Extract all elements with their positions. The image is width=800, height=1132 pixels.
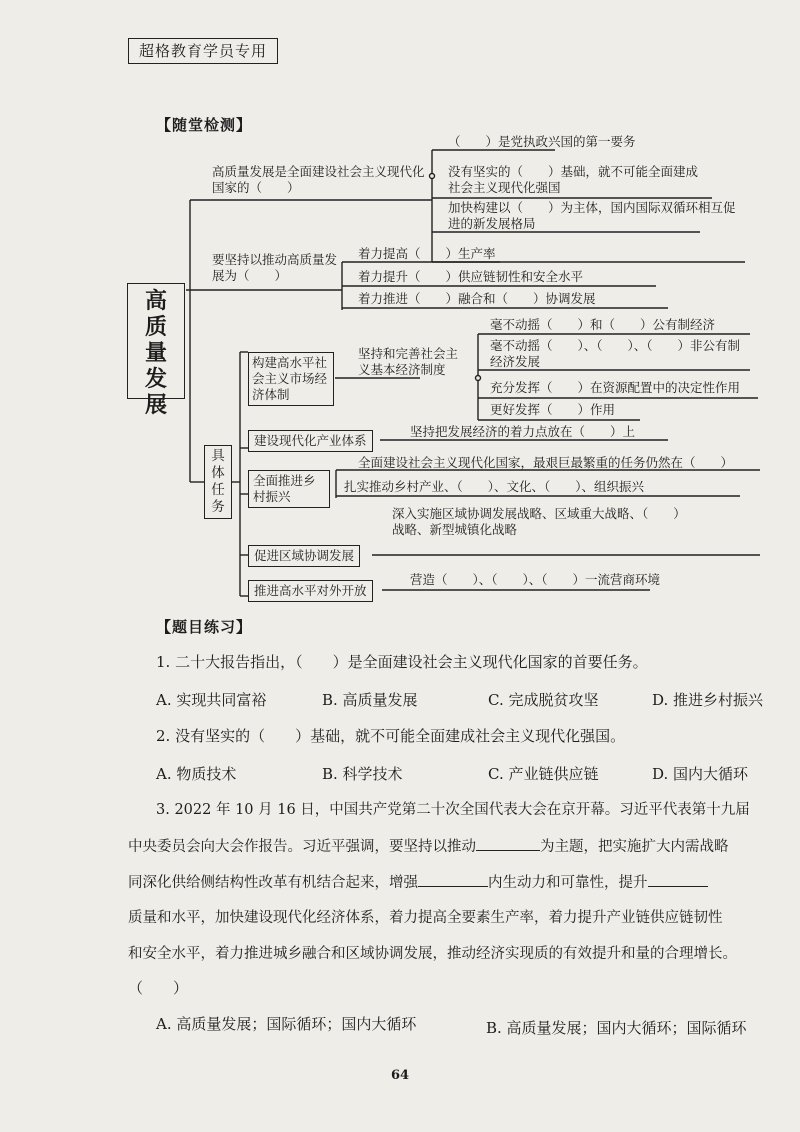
q2-option-c: C. 产业链供应链 [488,765,599,783]
q3-option-a: A. 高质量发展；国际循环；国内大循环 [156,1015,417,1033]
task1-box [248,352,334,406]
task2-box [248,430,373,452]
q3-line-1: 3. 2022 年 10 月 16 日，中国共产党第二十次全国代表大会在京开幕。习近平代表第十九届 [156,802,750,818]
branch2-label: 要坚持以推动高质量发展为（ ） [212,252,338,283]
task3-item-2: 扎实推动乡村产业、（ ）、文化、（ ）、组织振兴 [344,479,645,494]
branch2-item-1: 着力提高（ ）生产率 [358,246,496,261]
task1-label: 构建高水平社会主义市场经济体制 [252,355,328,402]
task3-box [248,470,330,508]
q1-option-b: B. 高质量发展 [322,691,418,709]
task3-item-1: 全面建设社会主义现代化国家，最艰巨最繁重的任务仍然在（ ） [358,455,734,470]
q2-option-d: D. 国内大循环 [652,765,749,783]
task5-label: 推进高水平对外开放 [254,583,367,598]
q3-line-2b: 为主题，把实施扩大内需战略 [540,839,729,855]
section-title-practice: 【题目练习】 [156,618,253,636]
task1-sub: 坚持和完善社会主义基本经济制度 [358,346,459,377]
q3-line-2 [128,836,729,857]
branch1-label: 高质量发展是全面建设社会主义现代化国家的（ ） [212,164,425,195]
q3-line-3 [128,872,708,893]
q1-option-c: C. 完成脱贫攻坚 [488,691,599,709]
q3-line-3a: 同深化供给侧结构性改革有机结合起来，增强 [128,875,418,891]
q3-line-3b: 内生动力和可靠性，提升 [488,875,648,891]
q3-blank-3[interactable] [648,872,708,887]
mindmap-root-label: 高质量发展 [144,288,167,418]
branch1-item-3: 加快构建以（ ）为主体，国内国际双循环相互促进的新发展格局 [448,200,736,231]
stamp-label: 超格教育学员专用 [128,38,278,64]
task5-box [248,580,373,602]
task1-item-3: 充分发挥（ ）在资源配置中的决定性作用 [490,380,741,395]
page-number: 64 [390,1068,410,1083]
q3-blank-1[interactable] [476,836,540,851]
task2-item: 坚持把发展经济的着力点放在（ ）上 [410,424,636,439]
q2-option-a: A. 物质技术 [156,765,237,783]
q1-option-d: D. 推进乡村振兴 [652,691,764,709]
task1-item-4: 更好发挥（ ）作用 [490,402,616,417]
task5-item: 营造（ ）、（ ）、（ ）一流营商环境 [410,572,661,587]
q3-blank-2[interactable] [418,872,488,887]
q2-option-b: B. 科学技术 [322,765,403,783]
mindmap-root [127,283,185,418]
branch2-item-2: 着力提升（ ）供应链韧性和安全水平 [358,269,584,284]
task4-box [248,545,360,567]
question-1-stem: 1. 二十大报告指出，（ ）是全面建设社会主义现代化国家的首要任务。 [156,653,648,671]
q3-answer-paren: （ ） [128,979,189,997]
q3-line-5: 和安全水平，着力推进城乡融合和区域协调发展，推动经济实现质的有效提升和量的合理增长。 [128,946,737,962]
q3-line-2a: 中央委员会向大会作报告。习近平强调，要坚持以推动 [128,839,476,855]
task1-item-2: 毫不动摇（ ）、（ ）、（ ）非公有制经济发展 [490,338,741,369]
task1-item-1: 毫不动摇（ ）和（ ）公有制经济 [490,317,716,332]
tasks-label-box [204,445,232,519]
q3-option-b: B. 高质量发展；国内大循环；国际循环 [486,1019,747,1037]
question-2-stem: 2. 没有坚实的（ ）基础，就不可能全面建成社会主义现代化强国。 [156,727,626,745]
branch1-item-1: （ ）是党执政兴国的第一要务 [448,134,636,149]
task3-label: 全面推进乡村振兴 [253,473,316,504]
section-title-check: 【随堂检测】 [156,116,253,134]
q3-line-4: 质量和水平，加快建设现代化经济体系，着力提高全要素生产率，着力提升产业链供应链韧性 [128,910,723,926]
q1-option-a: A. 实现共同富裕 [156,691,267,709]
task2-label: 建设现代化产业体系 [254,433,367,448]
task4-item: 深入实施区域协调发展战略、区域重大战略、（ ）战略、新型城镇化战略 [392,506,680,537]
branch2-item-3: 着力推进（ ）融合和（ ）协调发展 [358,291,596,306]
branch1-item-2: 没有坚实的（ ）基础，就不可能全面建成社会主义现代化强国 [448,164,699,195]
task4-label: 促进区域协调发展 [254,548,355,563]
tasks-label: 具体任务 [211,448,225,515]
